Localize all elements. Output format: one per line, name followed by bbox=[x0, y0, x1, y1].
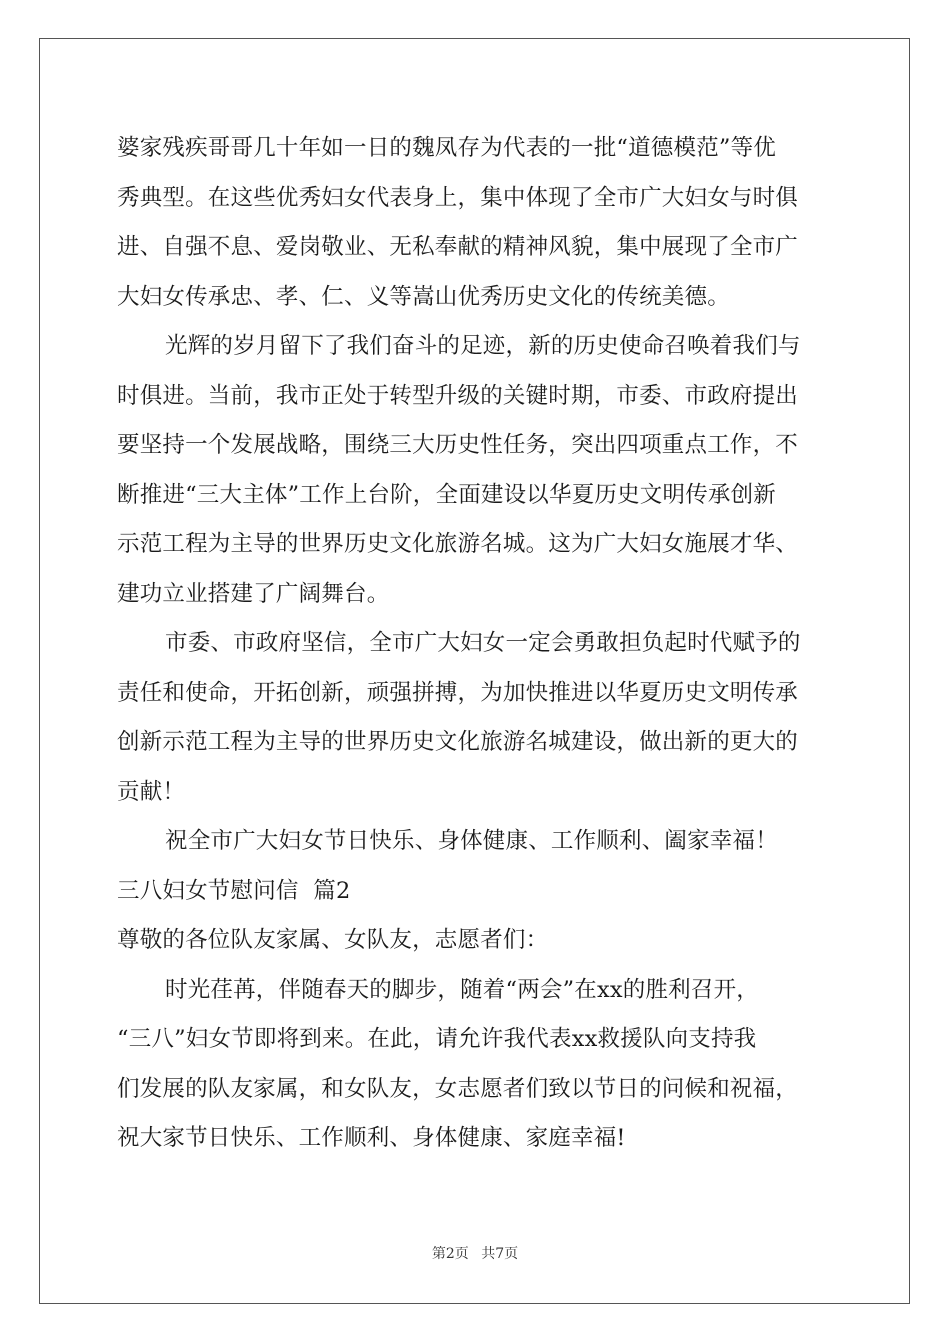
text-line: “三八”妇女节即将到来。在此，请允许我代表xx救援队向支持我 bbox=[117, 1026, 757, 1052]
paragraph-start-line: 时光荏苒，伴随春天的脚步，随着“两会”在xx的胜利召开， bbox=[165, 976, 759, 1003]
paragraph-start-line: 光辉的岁月留下了我们奋斗的足迹，新的历史使命召唤着我们与 bbox=[165, 333, 801, 359]
salutation-line: 尊敬的各位队友家属、女队友，志愿者们： bbox=[117, 927, 549, 953]
closing-wish-line: 祝全市广大妇女节日快乐、身体健康、工作顺利、阖家幸福！ bbox=[165, 828, 778, 854]
text-line: 要坚持一个发展战略，围绕三大历史性任务，突出四项重点工作，不 bbox=[117, 432, 799, 458]
text-line: 们发展的队友家属，和女队友，女志愿者们致以节日的问候和祝福， bbox=[117, 1075, 799, 1102]
text-line: 时俱进。当前，我市正处于转型升级的关键时期，市委、市政府提出 bbox=[117, 382, 799, 409]
paragraph-start-line: 市委、市政府坚信，全市广大妇女一定会勇敢担负起时代赋予的 bbox=[165, 630, 801, 656]
page-number-total: 共7页 bbox=[481, 1246, 519, 1262]
document-body bbox=[117, 124, 833, 1164]
text-line: 示范工程为主导的世界历史文化旅游名城。这为广大妇女施展才华、 bbox=[117, 531, 799, 557]
text-line: 婆家残疾哥哥几十年如一日的魏凤存为代表的一批“道德模范”等优 bbox=[117, 135, 777, 161]
page-footer bbox=[0, 1243, 950, 1263]
text-line: 贡献！ bbox=[117, 778, 186, 805]
text-line: 创新示范工程为主导的世界历史文化旅游名城建设，做出新的更大的 bbox=[117, 729, 799, 755]
text-line: 大妇女传承忠、孝、仁、义等嵩山优秀历史文化的传统美德。 bbox=[117, 283, 730, 310]
text-line: 进、自强不息、爱岗敬业、无私奉献的精神风貌，集中展现了全市广 bbox=[117, 234, 799, 260]
page-number-current: 第2页 bbox=[431, 1246, 469, 1262]
text-line: 秀典型。在这些优秀妇女代表身上，集中体现了全市广大妇女与时俱 bbox=[117, 184, 799, 211]
text-line: 责任和使命，开拓创新，顽强拼搏，为加快推进以华夏历史文明传承 bbox=[117, 679, 799, 706]
section-heading: 三八妇女节慰问信 篇2 bbox=[117, 877, 351, 904]
text-line: 建功立业搭建了广阔舞台。 bbox=[117, 580, 390, 607]
text-line: 断推进“三大主体”工作上台阶，全面建设以华夏历史文明传承创新 bbox=[117, 481, 777, 508]
text-line: 祝大家节日快乐、工作顺利、身体健康、家庭幸福! bbox=[117, 1125, 626, 1151]
